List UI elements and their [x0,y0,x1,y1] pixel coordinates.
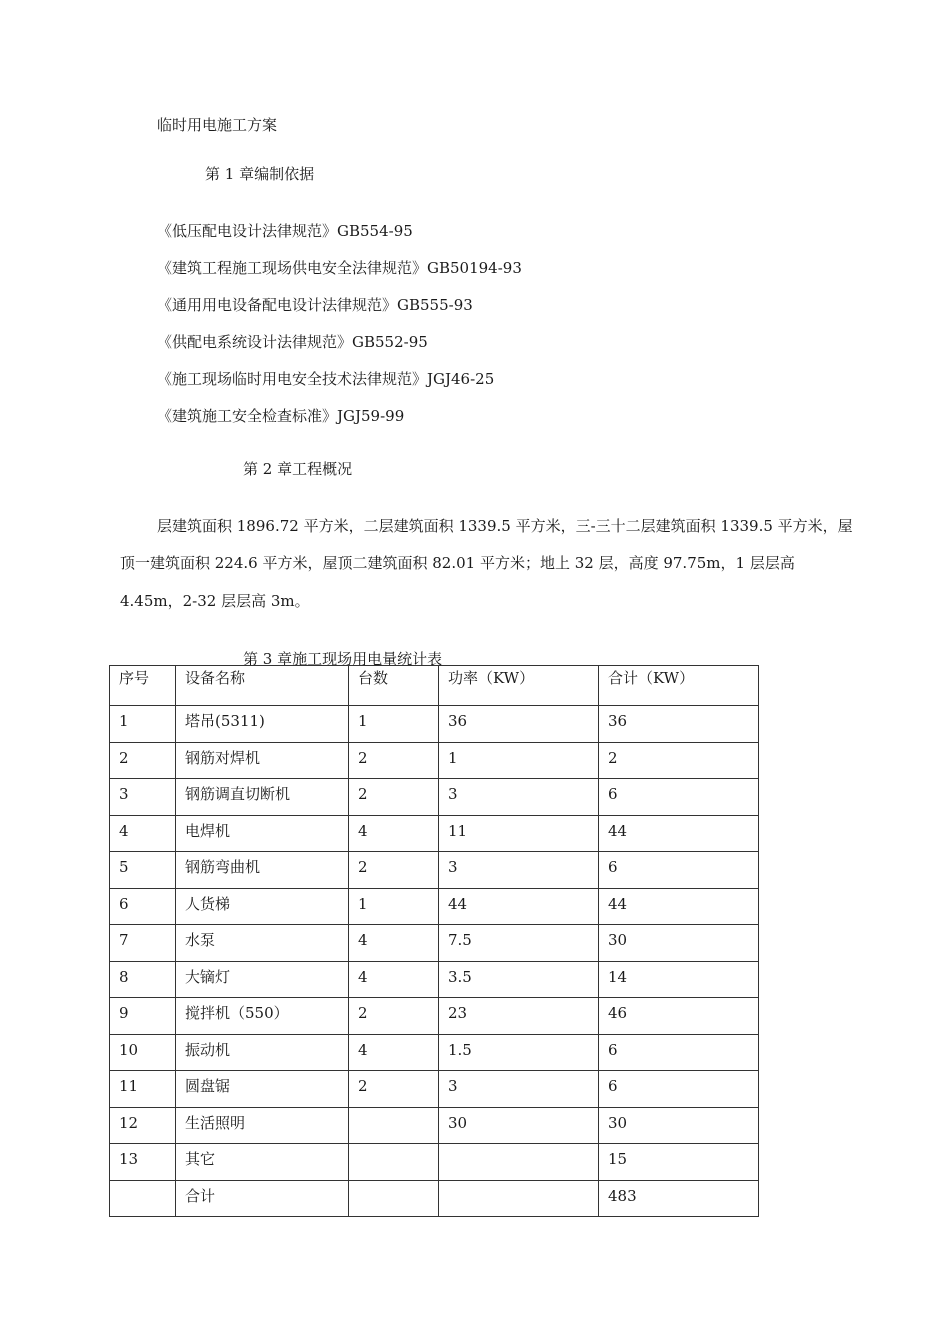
chapter3-heading: 第 3 章施工现场用电量统计表 [243,650,443,668]
table-cell: 11 [110,1071,176,1108]
table-row [110,1180,759,1217]
table-cell: 塔吊(5311) [176,706,349,743]
column-header: 设备名称 [176,666,349,706]
table-cell: 6 [599,1071,759,1108]
column-header: 功率（KW） [439,666,599,706]
column-header: 序号 [110,666,176,706]
table-cell: 483 [599,1180,759,1217]
table-row [110,925,759,962]
table-cell: 人货梯 [176,888,349,925]
reference-item: 《低压配电设计法律规范》GB554-95 [157,222,413,240]
table-row [110,706,759,743]
table-cell: 2 [349,852,439,889]
table-cell: 合计 [176,1180,349,1217]
table-cell: 2 [349,998,439,1035]
table-cell: 钢筋调直切断机 [176,779,349,816]
table-cell: 44 [599,888,759,925]
table-row [110,888,759,925]
table-cell: 46 [599,998,759,1035]
document-title: 临时用电施工方案 [157,116,278,134]
table-cell: 1 [349,706,439,743]
table-cell: 1.5 [439,1034,599,1071]
table-cell: 2 [349,1071,439,1108]
table-row [110,961,759,998]
table-cell: 4 [349,925,439,962]
table-cell: 13 [110,1144,176,1181]
table-cell: 30 [599,1107,759,1144]
table-cell: 2 [599,742,759,779]
table-cell: 9 [110,998,176,1035]
chapter1-heading: 第 1 章编制依据 [205,165,315,183]
table-cell: 2 [349,742,439,779]
table-row [110,1071,759,1108]
table-cell: 1 [439,742,599,779]
table-cell: 44 [439,888,599,925]
reference-item: 《建筑工程施工现场供电安全法律规范》GB50194-93 [157,259,522,277]
table-cell [110,1180,176,1217]
table-row [110,815,759,852]
table-cell [349,1107,439,1144]
table-cell: 30 [599,925,759,962]
reference-item: 《建筑施工安全检查标准》JGJ59-99 [157,407,405,425]
table-row [110,1144,759,1181]
table-cell: 36 [439,706,599,743]
table-cell: 5 [110,852,176,889]
table-cell: 2 [110,742,176,779]
table-cell [349,1180,439,1217]
table-cell: 钢筋弯曲机 [176,852,349,889]
table-row [110,779,759,816]
table-row [110,852,759,889]
table-cell: 1 [349,888,439,925]
power-usage-table [109,665,759,1217]
table-cell: 10 [110,1034,176,1071]
table-cell: 振动机 [176,1034,349,1071]
table-cell: 15 [599,1144,759,1181]
table-row [110,1107,759,1144]
table-cell [439,1144,599,1181]
column-header: 合计（KW） [599,666,759,706]
table-cell: 6 [110,888,176,925]
table-cell: 3 [110,779,176,816]
table-cell: 3 [439,779,599,816]
table-cell: 6 [599,852,759,889]
table-cell: 7 [110,925,176,962]
table-cell [439,1180,599,1217]
column-header: 台数 [349,666,439,706]
reference-item: 《供配电系统设计法律规范》GB552-95 [157,333,428,351]
overview-line-1: 层建筑面积 1896.72 平方米，二层建筑面积 1339.5 平方米，三-三十二层建筑面积 1339.5 平方米，屋 [157,517,853,535]
table-cell: 30 [439,1107,599,1144]
table-cell [349,1144,439,1181]
table-cell: 1 [110,706,176,743]
table-cell: 44 [599,815,759,852]
table-cell: 搅拌机（550） [176,998,349,1035]
table-cell: 6 [599,779,759,816]
table-cell: 3 [439,1071,599,1108]
table-cell: 钢筋对焊机 [176,742,349,779]
reference-item: 《通用用电设备配电设计法律规范》GB555-93 [157,296,473,314]
table-cell: 4 [110,815,176,852]
table-cell: 4 [349,961,439,998]
table-cell: 3.5 [439,961,599,998]
table-cell: 6 [599,1034,759,1071]
table-cell: 4 [349,1034,439,1071]
table-row [110,742,759,779]
table-cell: 水泵 [176,925,349,962]
table-cell: 其它 [176,1144,349,1181]
reference-item: 《施工现场临时用电安全技术法律规范》JGJ46-25 [157,370,495,388]
table-cell: 11 [439,815,599,852]
table-cell: 23 [439,998,599,1035]
overview-line-3: 4.45m，2-32 层层高 3m。 [120,592,310,610]
table-row [110,1034,759,1071]
chapter2-heading: 第 2 章工程概况 [243,460,353,478]
table-cell: 3 [439,852,599,889]
table-cell: 大镝灯 [176,961,349,998]
table-header-row [110,666,759,706]
table-cell: 生活照明 [176,1107,349,1144]
table-cell: 2 [349,779,439,816]
table-cell: 36 [599,706,759,743]
table-cell: 14 [599,961,759,998]
table-cell: 圆盘锯 [176,1071,349,1108]
table-cell: 电焊机 [176,815,349,852]
overview-line-2: 顶一建筑面积 224.6 平方米，屋顶二建筑面积 82.01 平方米；地上 32 层，高度 97.75m，1 层层高 [120,554,795,572]
table-cell: 8 [110,961,176,998]
table-cell: 7.5 [439,925,599,962]
table-row [110,998,759,1035]
table-cell: 12 [110,1107,176,1144]
table-cell: 4 [349,815,439,852]
